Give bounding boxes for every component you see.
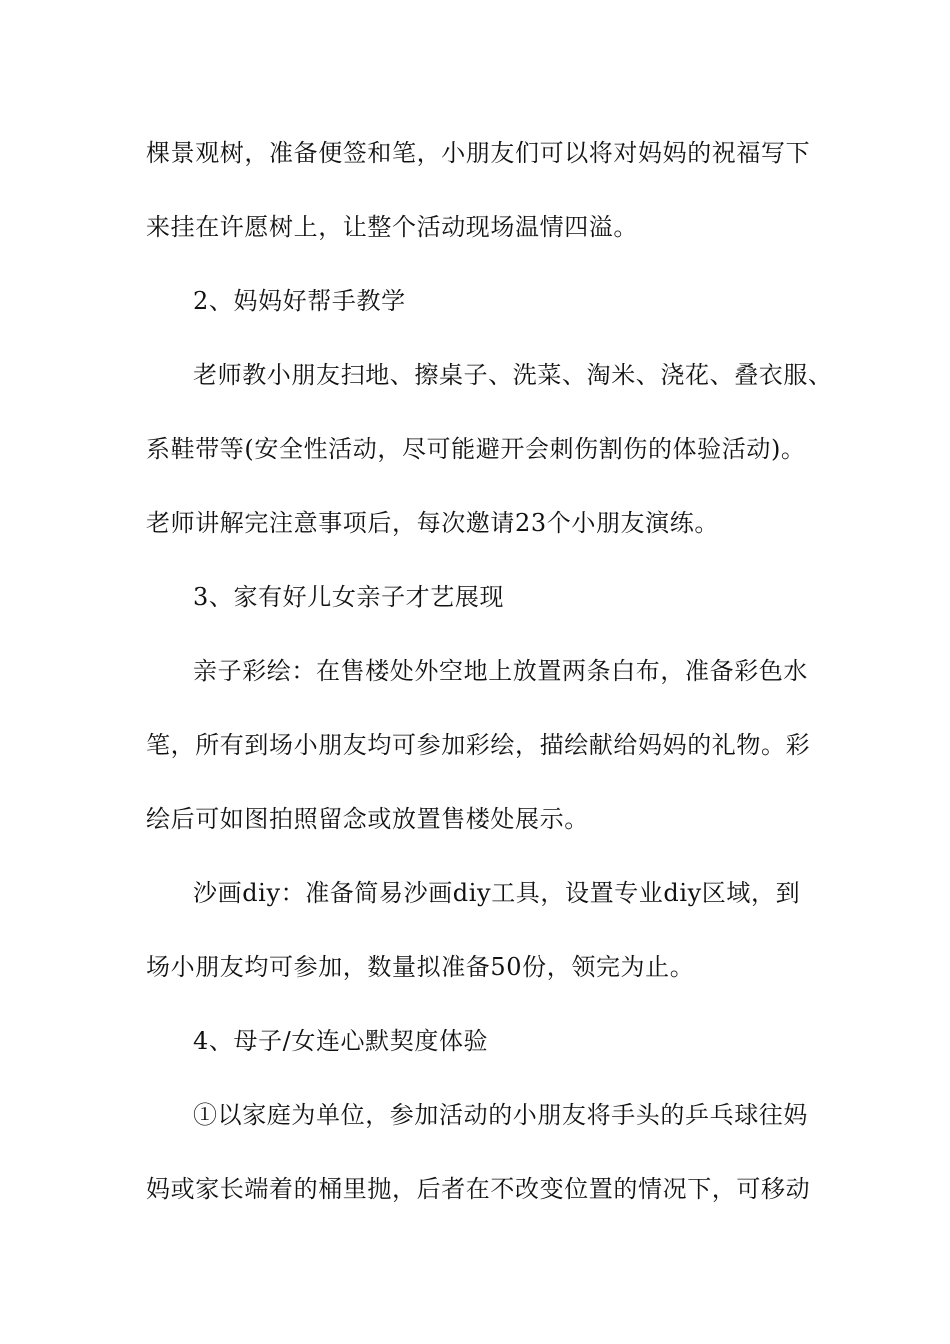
text-line-4: 老师教小朋友扫地、擦桌子、洗菜、淘米、浇花、叠衣服、 xyxy=(193,361,833,389)
section-heading-4: 4、母子/女连心默契度体验 xyxy=(193,1027,489,1055)
section-heading-3: 3、家有好儿女亲子才艺展现 xyxy=(193,583,505,611)
text-line-9: 笔，所有到场小朋友均可参加彩绘，描绘献给妈妈的礼物。彩 xyxy=(146,731,811,759)
text-line-6: 老师讲解完注意事项后，每次邀请23个小朋友演练。 xyxy=(146,509,719,537)
text-line-8: 亲子彩绘：在售楼处外空地上放置两条白布，准备彩色水 xyxy=(193,657,808,685)
text-line-1: 棵景观树，准备便签和笔，小朋友们可以将对妈妈的祝福写下 xyxy=(146,139,811,167)
text-line-14: ①以家庭为单位，参加活动的小朋友将手头的乒乓球往妈 xyxy=(193,1101,808,1129)
section-heading-2: 2、妈妈好帮手教学 xyxy=(193,287,406,315)
text-line-11: 沙画diy：准备简易沙画diy工具，设置专业diy区域，到 xyxy=(193,879,801,907)
text-line-10: 绘后可如图拍照留念或放置售楼处展示。 xyxy=(146,805,589,833)
text-line-5: 系鞋带等(安全性活动，尽可能避开会刺伤割伤的体验活动)。 xyxy=(146,435,806,463)
text-line-15: 妈或家长端着的桶里抛，后者在不改变位置的情况下，可移动 xyxy=(146,1175,811,1203)
text-line-12: 场小朋友均可参加，数量拟准备50份，领完为止。 xyxy=(146,953,695,981)
text-line-2: 来挂在许愿树上，让整个活动现场温情四溢。 xyxy=(146,213,638,241)
